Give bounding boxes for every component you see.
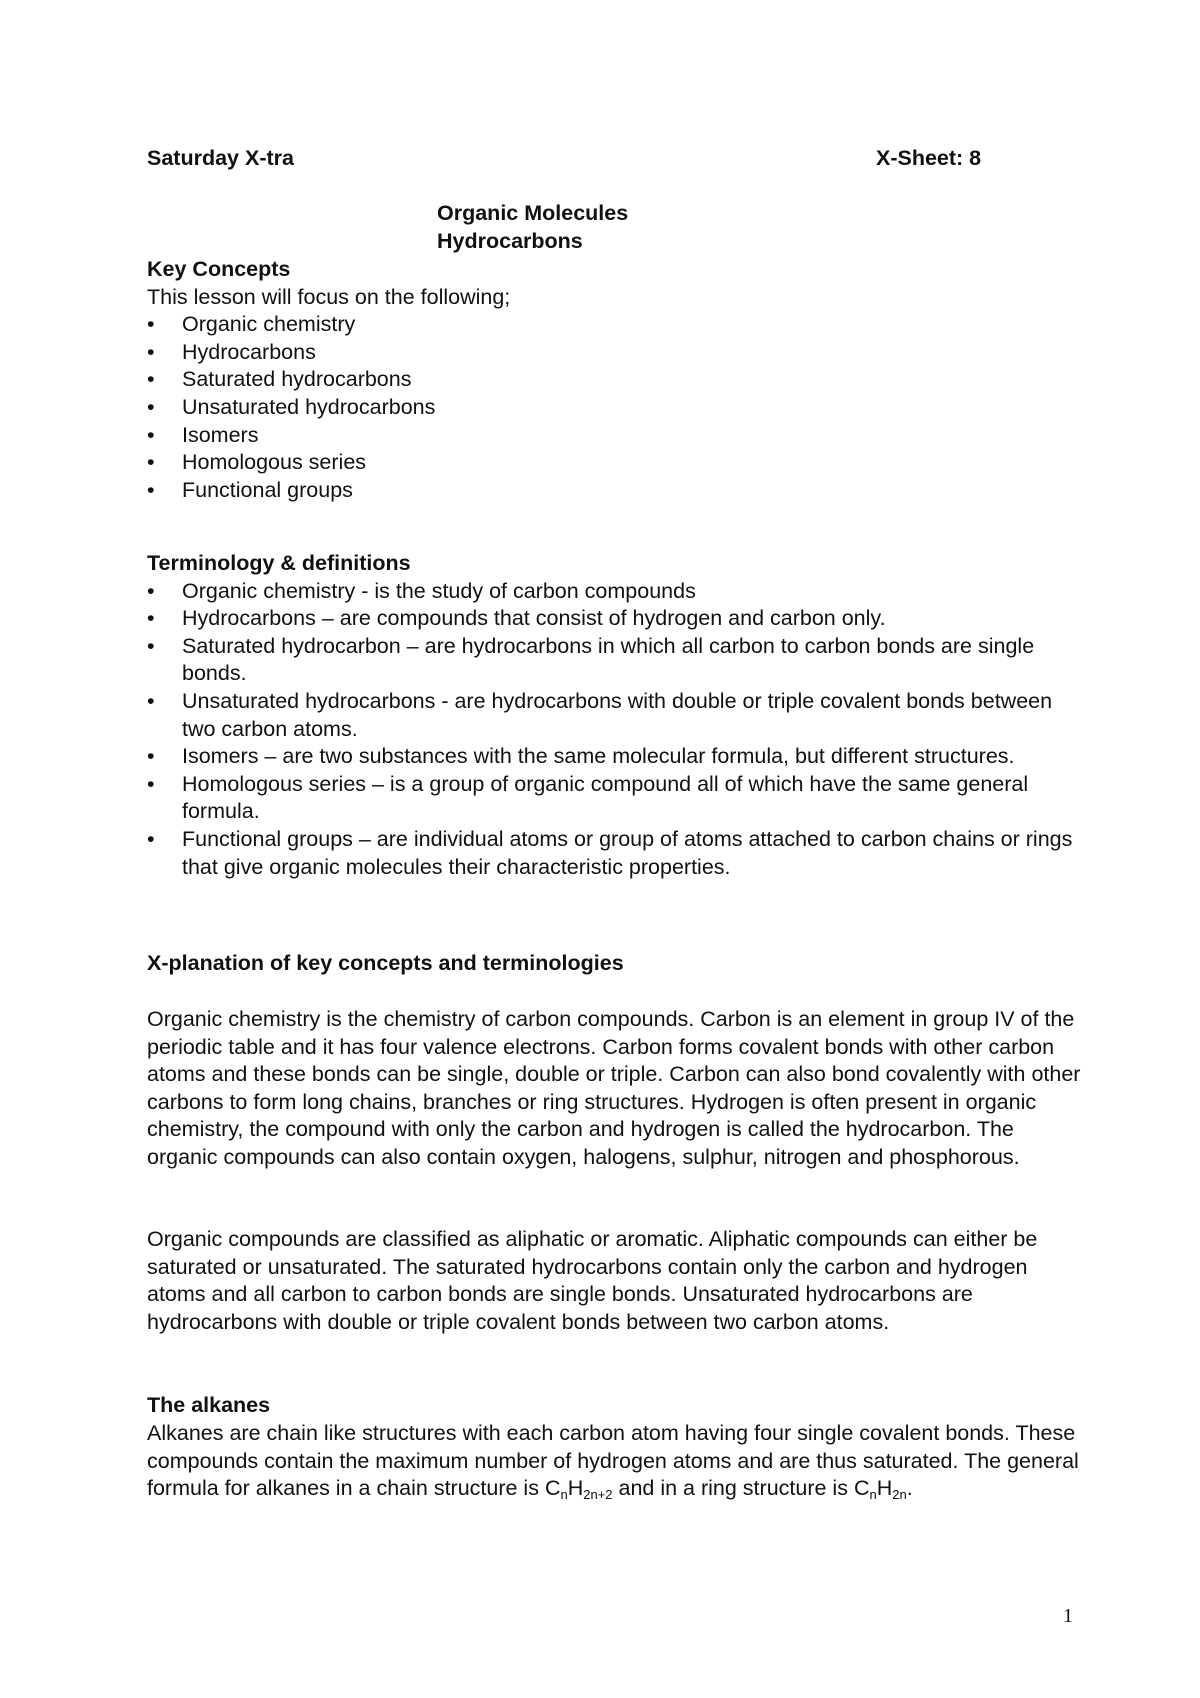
list-item: • Isomers – are two substances with the same molecular formula, but different structures. xyxy=(147,743,1087,771)
bullet-icon: • xyxy=(147,450,155,475)
alkanes-heading: The alkanes xyxy=(147,1393,271,1417)
list-item: • Isomers xyxy=(147,422,1087,450)
explanation-paragraph-1: Organic chemistry is the chemistry of carbon compounds. Carbon is an element in group IV of the periodic table and it has four valence electrons. Carbon forms covalent bonds with other carbon atoms and these bonds can be single, double or triple. Carbon can also bond covalently with other carbons to form long chains, branches or ring structures. Hydrogen is often present in organic chemistry, the compound with only the carbon and hydrogen is called the hydrocarbon. The organic compounds can also contain oxygen, halogens, sulphur, nitrogen and phosphorous. xyxy=(147,1007,1081,1169)
explanation-paragraph-2: Organic compounds are classified as aliphatic or aromatic. Aliphatic compounds can either be saturated or unsaturated. The saturated hydrocarbons contain only the carbon and hydrogen atoms and all carbon to carbon bonds are single bonds. Unsaturated hydrocarbons are hydrocarbons with double or triple covalent bonds between two carbon atoms. xyxy=(147,1227,1038,1334)
bullet-icon: • xyxy=(147,312,155,337)
bullet-icon: • xyxy=(147,578,155,603)
list-item: • Organic chemistry - is the study of carbon compounds xyxy=(147,578,1087,606)
bullet-icon: • xyxy=(147,826,155,851)
page-number: 1 xyxy=(1063,1605,1073,1627)
bullet-icon: • xyxy=(147,477,155,502)
bullet-icon: • xyxy=(147,771,155,796)
header-left: Saturday X-tra xyxy=(147,146,294,170)
formula-ring: $C_nH_{2n}$ xyxy=(853,1476,907,1503)
bullet-icon: • xyxy=(147,688,155,713)
explanation-heading: X-planation of key concepts and terminologies xyxy=(147,951,624,975)
alkanes-paragraph: Alkanes are chain like structures with each carbon atom having four single covalent bonds. These compounds contain the maximum number of hydrogen atoms and are thus saturated. The general formula for alkanes in a chain structure is $C_nH_{2n+2}$ and in a ring structure is $C_nH_{2n}$. xyxy=(147,1421,1079,1503)
list-item: • Functional groups xyxy=(147,477,1087,505)
key-concepts-list xyxy=(147,311,1087,504)
list-item: • Homologous series xyxy=(147,449,1087,477)
terminology-list xyxy=(147,578,1087,882)
list-item: • Saturated hydrocarbon – are hydrocarbons in which all carbon to carbon bonds are single bonds. xyxy=(147,633,1035,686)
list-item: • Saturated hydrocarbons xyxy=(147,366,1087,394)
bullet-icon: • xyxy=(147,394,155,419)
bullet-icon: • xyxy=(147,744,155,769)
bullet-icon: • xyxy=(147,633,155,658)
bullet-icon: • xyxy=(147,339,155,364)
list-item: • Unsaturated hydrocarbons xyxy=(147,394,1087,422)
terminology-section xyxy=(147,550,1087,881)
title-line-1: Organic Molecules xyxy=(437,201,629,225)
header-right: X-Sheet: 8 xyxy=(876,146,982,170)
list-item: • Homologous series – is a group of organic compound all of which have the same general formula. xyxy=(147,771,1029,824)
list-item: • Hydrocarbons xyxy=(147,339,1087,367)
list-item: • Unsaturated hydrocarbons - are hydrocarbons with double or triple covalent bonds between two carbon atoms. xyxy=(147,688,1053,741)
bullet-icon: • xyxy=(147,422,155,447)
key-concepts-intro: This lesson will focus on the following; xyxy=(147,284,511,309)
formula-chain: $C_nH_{2n+2}$ xyxy=(544,1476,613,1503)
list-item: • Organic chemistry xyxy=(147,311,1087,339)
key-concepts-heading: Key Concepts xyxy=(147,257,291,281)
terminology-heading: Terminology & definitions xyxy=(147,551,411,575)
bullet-icon: • xyxy=(147,367,155,392)
title-line-2: Hydrocarbons xyxy=(437,229,583,253)
list-item: • Hydrocarbons – are compounds that consist of hydrogen and carbon only. xyxy=(147,605,1087,633)
list-item: • Functional groups – are individual atoms or group of atoms attached to carbon chains or rings that give organic molecules their characteristic properties. xyxy=(147,826,1073,879)
bullet-icon: • xyxy=(147,606,155,631)
key-concepts-section xyxy=(147,256,1087,504)
